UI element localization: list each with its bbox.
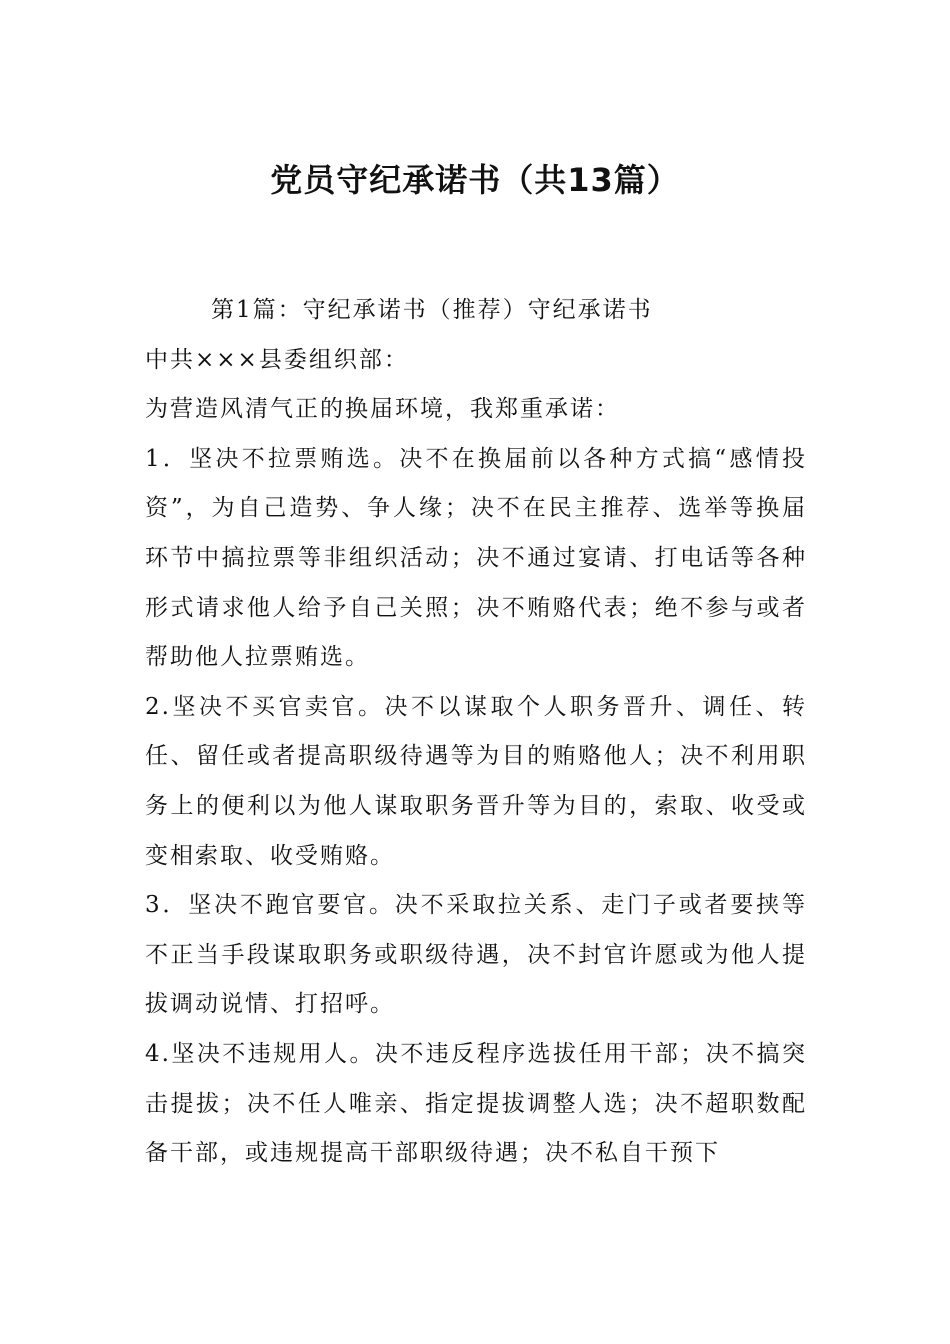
document-body <box>145 286 807 1179</box>
commitment-paragraph-2: 2.坚决不买官卖官。决不以谋取个人职务晋升、调任、转任、留任或者提高职级待遇等为目的贿赂他人；决不利用职务上的便利以为他人谋取职务晋升等为目的，索取、收受或变相索取、收受贿赂。 <box>145 693 807 869</box>
commitment-paragraph-4: 4.坚决不违规用人。决不违反程序选拔任用干部；决不搞突击提拔；决不任人唯亲、指定提拔调整人选；决不超职数配备干部，或违规提高干部职级待遇；决不私自干预下 <box>145 1040 807 1167</box>
section-heading: 第1篇：守纪承诺书（推荐）守纪承诺书 <box>211 297 653 323</box>
document-title: 党员守纪承诺书（共13篇） <box>270 161 680 199</box>
intro-paragraph: 为营造风清气正的换届环境，我郑重承诺： <box>145 396 620 423</box>
commitment-paragraph-3: 3．坚决不跑官要官。决不采取拉关系、走门子或者要挟等不正当手段谋取职务或职级待遇，决不封官许愿或为他人提拔调动说情、打招呼。 <box>145 892 807 1018</box>
commitment-paragraph-1: 1．坚决不拉票贿选。决不在换届前以各种方式搞“感情投资”，为自己造势、争人缘；决不在民主推荐、选举等换届环节中搞拉票等非组织活动；决不通过宴请、打电话等各种形式请求他人给予自己关照；决不贿赂代表；绝不参与或者帮助他人拉票贿选。 <box>145 445 807 671</box>
addressee-line: 中共×××县委组织部： <box>145 346 409 373</box>
